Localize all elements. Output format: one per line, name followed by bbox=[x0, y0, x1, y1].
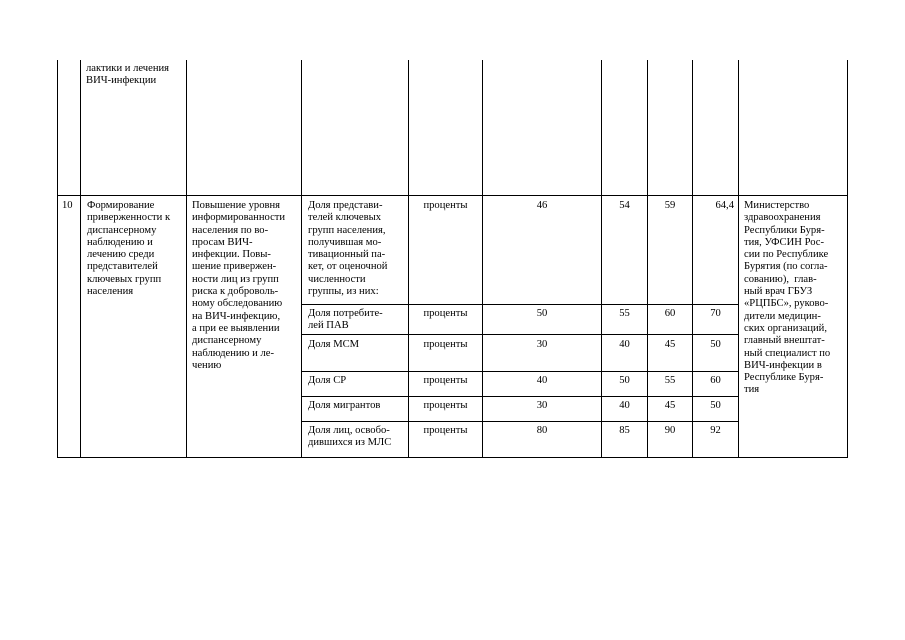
indicator-unit: проценты bbox=[423, 200, 468, 211]
indicator-value-1: 30 bbox=[536, 400, 548, 411]
indicator-value-3: 90 bbox=[664, 425, 676, 436]
indicator-value-2: 54 bbox=[619, 200, 630, 211]
event-name: Формирование приверженности к диспансерному наблюдению и лечению среди представителей ключевых групп населения bbox=[87, 200, 171, 298]
indicator-unit: проценты bbox=[423, 375, 468, 386]
indicator-name: Доля представи- телей ключевых групп населения, получившая мо- тивационный па- кет, от оценочной численности группы, из них: bbox=[308, 200, 388, 298]
prev-row-cell-text: лактики и лечения ВИЧ-инфекции bbox=[86, 63, 170, 87]
indicator-unit: проценты bbox=[423, 308, 468, 319]
indicator-name: Доля мигрантов bbox=[308, 400, 381, 411]
indicator-value-2: 50 bbox=[619, 375, 630, 386]
indicator-unit: проценты bbox=[423, 339, 468, 350]
indicator-value-1: 30 bbox=[536, 339, 548, 350]
indicator-unit: проценты bbox=[423, 425, 468, 436]
indicator-name: Доля СР bbox=[308, 375, 347, 386]
indicator-value-2: 55 bbox=[619, 308, 630, 319]
indicator-value-1: 46 bbox=[536, 200, 548, 211]
indicator-name: Доля МСМ bbox=[308, 339, 360, 350]
indicator-value-4: 92 bbox=[710, 425, 721, 436]
indicator-unit: проценты bbox=[423, 400, 468, 411]
indicator-value-1: 80 bbox=[536, 425, 548, 436]
indicator-value-1: 50 bbox=[536, 308, 548, 319]
indicator-value-4: 70 bbox=[710, 308, 721, 319]
indicator-value-3: 59 bbox=[664, 200, 676, 211]
indicator-value-3: 55 bbox=[664, 375, 676, 386]
indicator-value-4: 50 bbox=[710, 400, 721, 411]
indicator-value-3: 45 bbox=[664, 339, 676, 350]
executors-text: Министерство здравоохранения Республики Буря- тия, УФСИН Рос- сии по Республике Бурятия (по согла- сованию), глав- ный врач ГБУЗ «РЦПБС», руково- дители медицин- ских организаций, главный внештат- ный специалист по ВИЧ-инфекции в Республике Буря- тия bbox=[744, 200, 831, 396]
indicator-value-1: 40 bbox=[536, 375, 548, 386]
indicator-value-2: 85 bbox=[619, 425, 630, 436]
indicator-value-2: 40 bbox=[619, 400, 630, 411]
goal-text: Повышение уровня информированности населения по во- просам ВИЧ- инфекции. Повы- шение привержен- ности лиц из групп риска к доброволь- ному обследованию на ВИЧ-инфекцию, а при ее выявлении диспансерному наблюдению и ле- чению bbox=[192, 200, 286, 371]
indicator-name: Доля потребите- лей ПАВ bbox=[308, 308, 383, 332]
row-number: 10 bbox=[62, 200, 73, 211]
indicator-value-3: 60 bbox=[664, 308, 676, 319]
indicator-value-4: 60 bbox=[710, 375, 721, 386]
indicator-value-4: 50 bbox=[710, 339, 721, 350]
indicator-name: Доля лиц, освобо- дившихся из МЛС bbox=[308, 425, 392, 449]
indicator-value-4: 64,4 bbox=[715, 200, 734, 211]
indicator-value-3: 45 bbox=[664, 400, 676, 411]
indicator-value-2: 40 bbox=[619, 339, 630, 350]
